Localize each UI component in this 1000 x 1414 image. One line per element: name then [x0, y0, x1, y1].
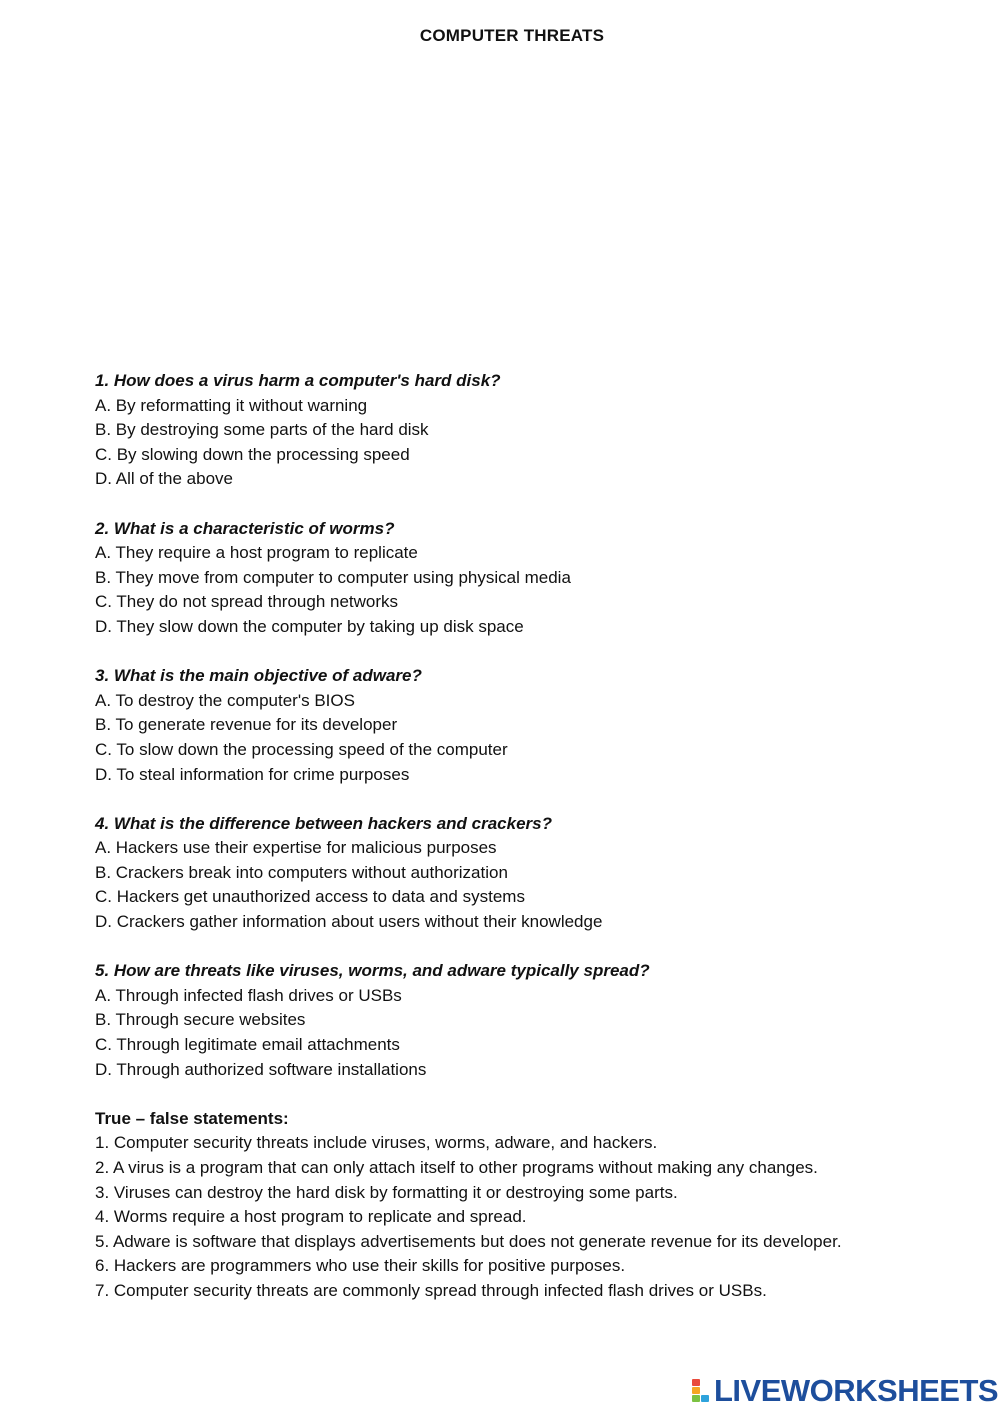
true-false-list	[95, 1131, 975, 1303]
liveworksheets-logo-icon	[692, 1379, 712, 1403]
answer-option: A. Hackers use their expertise for malicious purposes	[95, 838, 497, 858]
true-false-statement: 3. Viruses can destroy the hard disk by formatting it or destroying some parts.	[95, 1182, 678, 1202]
true-false-section	[95, 1107, 975, 1304]
page-title: COMPUTER THREATS	[419, 26, 605, 45]
question-text: 2. What is a characteristic of worms?	[95, 518, 395, 538]
answer-option: B. By destroying some parts of the hard disk	[95, 420, 429, 440]
worksheet-content	[95, 369, 975, 1304]
question-block	[95, 517, 975, 640]
question-text: 1. How does a virus harm a computer's hard disk?	[95, 371, 501, 390]
answer-option: B. Crackers break into computers without authorization	[95, 862, 508, 882]
answer-option: B. Through secure websites	[95, 1010, 306, 1030]
true-false-statement: 2. A virus is a program that can only attach itself to other programs without making any changes.	[95, 1158, 818, 1177]
answer-option: D. To steal information for crime purposes	[95, 764, 410, 784]
question-block	[95, 369, 975, 492]
liveworksheets-brand-text: LIVEWORKSHEETS	[714, 1373, 999, 1408]
questions-section	[95, 369, 975, 1082]
logo-square-4	[701, 1395, 709, 1402]
answer-option: C. Hackers get unauthorized access to data and systems	[95, 887, 525, 907]
liveworksheets-logo	[692, 1373, 999, 1408]
true-false-statement: 5. Adware is software that displays advertisements but does not generate revenue for its developer.	[95, 1231, 842, 1251]
question-text: 4. What is the difference between hackers and crackers?	[95, 813, 552, 833]
answer-option: A. Through infected flash drives or USBs	[95, 985, 402, 1005]
answer-option: D. Crackers gather information about users without their knowledge	[95, 912, 603, 932]
true-false-statement: 4. Worms require a host program to replicate and spread.	[95, 1207, 527, 1227]
true-false-statement: 7. Computer security threats are commonly spread through infected flash drives or USBs.	[95, 1280, 767, 1300]
answer-option: C. They do not spread through networks	[95, 592, 399, 612]
logo-square-3	[692, 1395, 700, 1402]
question-block	[95, 812, 975, 935]
question-block	[95, 664, 975, 787]
answer-option: A. By reformatting it without warning	[95, 395, 368, 415]
logo-square-2	[692, 1387, 700, 1394]
question-block	[95, 959, 975, 1082]
answer-option: C. By slowing down the processing speed	[95, 444, 410, 464]
answer-option: C. Through legitimate email attachments	[95, 1035, 400, 1055]
answer-option: A. They require a host program to replicate	[95, 543, 418, 563]
question-text: 3. What is the main objective of adware?	[95, 666, 422, 686]
answer-option: B. They move from computer to computer using physical media	[95, 567, 571, 587]
answer-option: D. All of the above	[95, 469, 233, 489]
answer-option: B. To generate revenue for its developer	[95, 715, 398, 735]
answer-option: A. To destroy the computer's BIOS	[95, 690, 355, 710]
true-false-heading: True – false statements:	[95, 1108, 289, 1128]
logo-square-1	[692, 1379, 700, 1386]
answer-option: C. To slow down the processing speed of the computer	[95, 739, 508, 759]
true-false-statement: 1. Computer security threats include viruses, worms, adware, and hackers.	[95, 1133, 658, 1153]
question-text: 5. How are threats like viruses, worms, and adware typically spread?	[95, 961, 650, 981]
answer-option: D. They slow down the computer by taking up disk space	[95, 616, 524, 636]
true-false-statement: 6. Hackers are programmers who use their skills for positive purposes.	[95, 1256, 626, 1276]
answer-option: D. Through authorized software installations	[95, 1059, 427, 1079]
